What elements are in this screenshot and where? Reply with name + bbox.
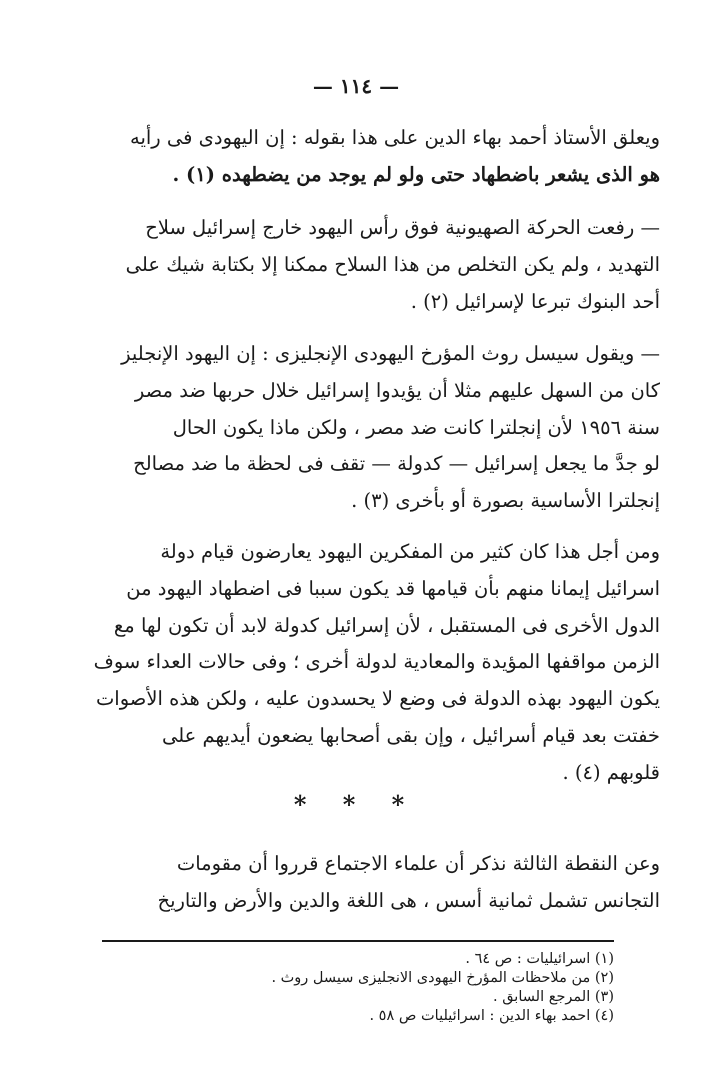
paragraph-line: أحد البنوك تبرعا لإسرائيل (٢) . [410,289,660,313]
paragraph-line: التجانس تشمل ثمانية أسس ، هى اللغة والدين والأرض والتاريخ [157,888,660,912]
paragraph-line: كان من السهل عليهم مثلا أن يؤيدوا إسرائيل خلال حربها ضد مصر [134,378,660,402]
paragraph-line: قلوبهم (٤) . [562,760,660,784]
paragraph-line: — ويقول سيسل روث المؤرخ اليهودى الإنجليزى : إن اليهود الإنجليز [121,342,660,365]
section-separator: * * * [293,790,419,819]
paragraph-line: هو الذى يشعر باضطهاد حتى ولو لم يوجد من يضطهده (١) . [172,162,660,186]
paragraph-line: — رفعت الحركة الصهيونية فوق رأس اليهود خارج إسرائيل سلاح [145,216,660,239]
paragraph-3 [85,336,660,520]
footnote-divider [102,940,614,942]
footnote: (١) اسرائيليات : ص ٦٤ . [465,951,614,967]
paragraph-5 [85,846,660,920]
paragraph-line: إنجلترا الأساسية بصورة أو بأخرى (٣) . [351,489,660,513]
paragraph-line: سنة ١٩٥٦ لأن إنجلترا كانت ضد مصر ، ولكن ماذا يكون الحال [172,415,660,439]
footnote: (٤) احمد بهاء الدين : اسرائيليات ص ٥٨ . [369,1008,614,1024]
paragraph-line: الزمن مواقفها المؤيدة والمعادية لدولة أخرى ؛ وفى حالات العداء سوف [93,650,660,674]
paragraph-line: خفتت بعد قيام أسرائيل ، وإن بقى أصحابها يضعون أيديهم على [161,723,660,747]
paragraph-line: لو جدَّ ما يجعل إسرائيل — كدولة — تقف فى لحظة ما ضد مصالح [133,452,660,476]
footnote: (٣) المرجع السابق . [492,989,614,1005]
paragraph-line: وعن النقطة الثالثة نذكر أن علماء الاجتماع قرروا أن مقومات [176,852,660,875]
paragraph-line: اسرائيل إيمانا منهم بأن قيامها قد يكون سببا فى اضطهاد اليهود من [126,576,660,600]
footnotes [102,950,614,1026]
paragraph-2 [85,210,660,320]
paragraph-1 [85,120,660,194]
paragraph-line: التهديد ، ولم يكن التخلص من هذا السلاح ممكنا إلا بكتابة شيك على [125,252,660,276]
paragraph-line: ويعلق الأستاذ أحمد بهاء الدين على هذا بقوله : إن اليهودى فى رأيه [129,126,660,149]
paragraph-line: يكون اليهود بهذه الدولة فى وضع لا يحسدون عليه ، ولكن هذه الأصوات [95,687,660,711]
paragraph-line: ومن أجل هذا كان كثير من المفكرين اليهود يعارضون قيام دولة [160,540,660,563]
page-number: — ١١٤ — [312,74,400,98]
paragraph-line: الدول الأخرى فى المستقبل ، لأن إسرائيل كدولة لابد أن تكون لها مع [113,613,660,637]
footnote: (٢) من ملاحظات المؤرخ اليهودى الانجليزى سيسل روث . [271,970,614,986]
paragraph-4 [85,534,660,792]
